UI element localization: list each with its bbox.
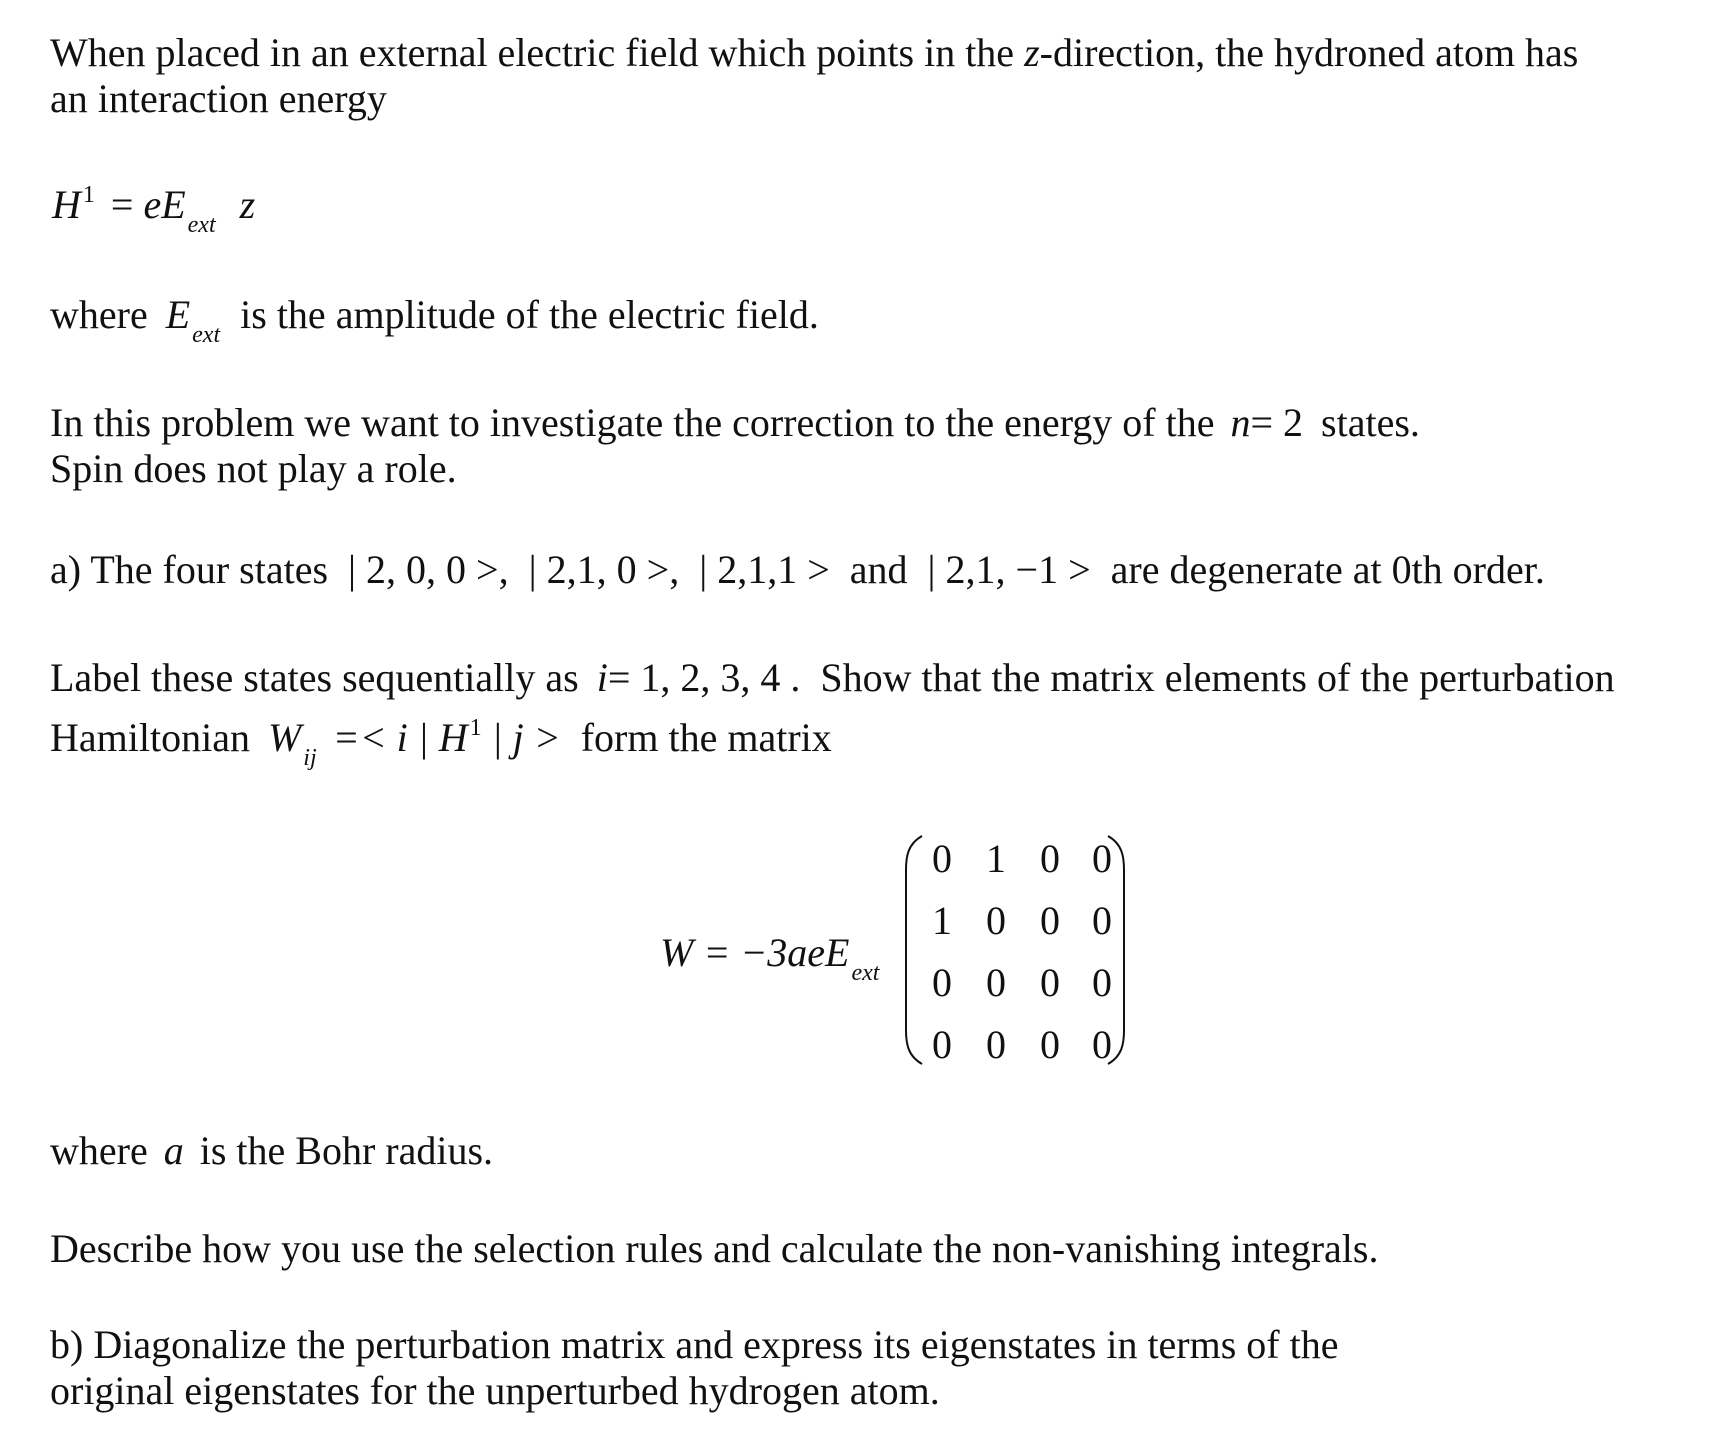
part-b-statement: [50, 1322, 1339, 1414]
matrix-cell: 0: [932, 836, 952, 881]
hamiltonian-word: Hamiltonian: [50, 715, 250, 760]
problem-statement: [50, 400, 1420, 492]
field-symbol: eE: [143, 182, 186, 227]
part-a-statement: [50, 547, 1545, 593]
field-subscript: ext: [187, 212, 216, 238]
describe-statement: Describe how you use the selection rules and calculate the non-vanishing integrals.: [50, 1226, 1379, 1271]
where-word: where: [50, 292, 148, 337]
intro-paragraph: [50, 30, 1578, 122]
matrix-cell: 0: [1092, 1022, 1112, 1067]
matrix-cell: 0: [986, 1022, 1006, 1067]
matrix-cell: 1: [986, 836, 1006, 881]
matrix-cell: 0: [932, 1022, 952, 1067]
label-statement: [50, 655, 1615, 771]
w-subscript: ij: [303, 745, 317, 771]
spin-note: Spin does not play a role.: [50, 446, 457, 491]
interaction-energy-equation: [52, 182, 256, 238]
w-symbol: W: [267, 715, 302, 760]
intro-text: When placed in an external electric field which points in the: [50, 30, 1015, 75]
hamiltonian-symbol: H: [52, 182, 81, 227]
label-text: Label these states sequentially as: [50, 655, 579, 700]
z-variable: z: [1024, 30, 1040, 75]
e-ext-subscript: ext: [192, 322, 221, 348]
matrix-cell: 0: [1040, 1022, 1060, 1067]
n-value: = 2: [1250, 400, 1304, 445]
matrix-cell: 0: [1040, 898, 1060, 943]
matrix-cell: 0: [1040, 836, 1060, 881]
matrix-cell: 0: [1092, 836, 1112, 881]
hamiltonian-superscript: 1: [82, 182, 95, 208]
matrix-lhs-text: W = −3aeE: [660, 930, 850, 975]
part-a-prefix: a) The four states: [50, 547, 329, 592]
matrix-cell: 0: [986, 960, 1006, 1005]
state-4: | 2,1, −1 >: [927, 547, 1091, 592]
matrix-cell: 0: [932, 960, 952, 1005]
label-text-end: Show that the matrix elements of the perturbation: [820, 655, 1615, 700]
w-definition-superscript: 1: [469, 715, 482, 741]
matrix-cell: 1: [932, 898, 952, 943]
and-word: and: [849, 547, 908, 592]
problem-text-end: states.: [1321, 400, 1420, 445]
form-matrix-text: form the matrix: [580, 715, 832, 760]
intro-text-end: -direction, the hydroned atom has: [1039, 30, 1579, 75]
field-definition-text: is the amplitude of the electric field.: [240, 292, 819, 337]
part-b-line-1: b) Diagonalize the perturbation matrix and express its eigenstates in terms of the: [50, 1322, 1339, 1367]
i-variable: i: [596, 655, 608, 700]
problem-text: In this problem we want to investigate the correction to the energy of the: [50, 400, 1215, 445]
matrix-cell: 0: [1040, 960, 1060, 1005]
w-definition-end: | j >: [491, 715, 561, 760]
w-definition: =< i | H: [332, 715, 468, 760]
i-values: = 1, 2, 3, 4 .: [607, 655, 801, 700]
z-coordinate: z: [239, 182, 256, 227]
intro-line-2: an interaction energy: [50, 76, 387, 121]
perturbation-matrix-equation: [660, 830, 1160, 1070]
bohr-prefix: where: [50, 1128, 148, 1173]
field-definition: [50, 292, 819, 348]
state-3: | 2,1,1 >: [699, 547, 830, 592]
a-variable: a: [163, 1128, 184, 1173]
matrix-lhs-subscript: ext: [851, 960, 880, 986]
matrix: [900, 830, 1130, 1070]
matrix-lhs: [660, 930, 880, 986]
matrix-cell: 0: [986, 898, 1006, 943]
state-1: | 2, 0, 0 >,: [348, 547, 509, 592]
matrix-cell: 0: [1092, 960, 1112, 1005]
matrix-cell: 0: [1092, 898, 1112, 943]
equals-sign: =: [110, 182, 134, 227]
state-2: | 2,1, 0 >,: [528, 547, 680, 592]
e-ext-symbol: E: [165, 292, 191, 337]
bohr-radius-note: [50, 1128, 493, 1174]
part-b-line-2: original eigenstates for the unperturbed hydrogen atom.: [50, 1368, 940, 1413]
part-a-suffix: are degenerate at 0th order.: [1110, 547, 1545, 592]
n-variable: n: [1230, 400, 1251, 445]
bohr-suffix: is the Bohr radius.: [199, 1128, 494, 1173]
